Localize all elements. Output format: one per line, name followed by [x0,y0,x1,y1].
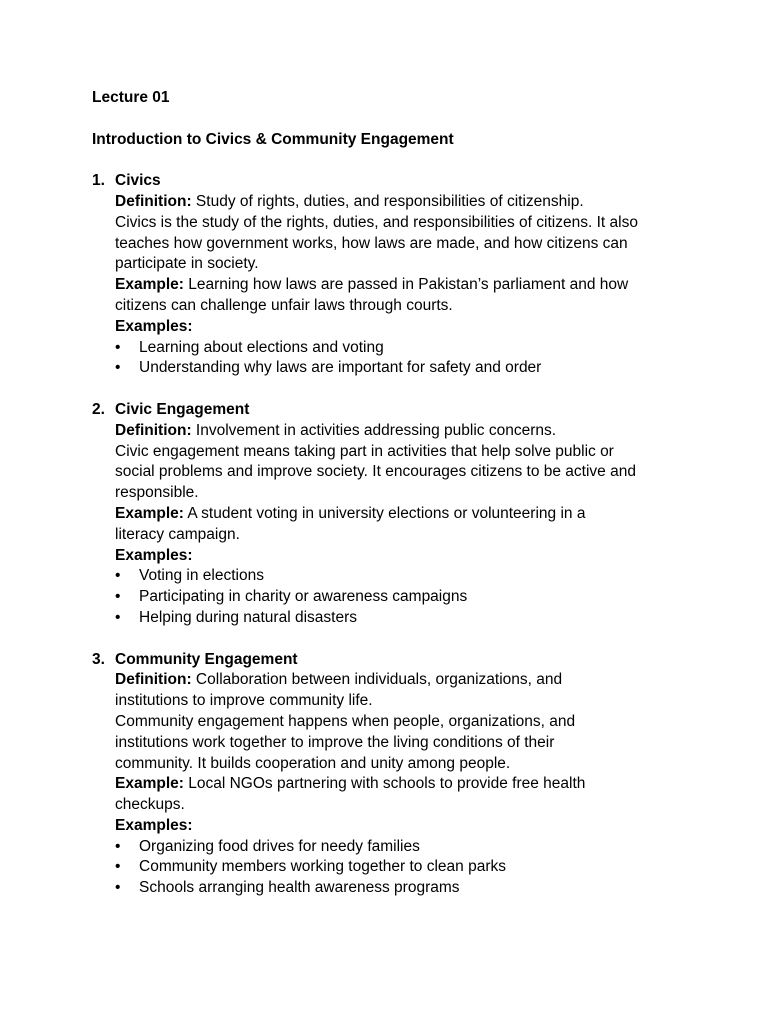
list-item [115,857,692,878]
list-item-text: Organizing food drives for needy families [139,837,420,855]
examples-label: Examples: [115,546,193,564]
bullet-icon: • [115,359,121,377]
body-line: participate in society. [115,255,259,273]
example-line [115,504,692,525]
section-number: 3. [92,650,105,668]
bullet-icon: • [115,837,121,855]
section-civic-engagement [92,400,692,629]
section-content [92,421,692,567]
body-line: institutions work together to improve the living conditions of their [115,733,555,751]
list-item [115,837,692,858]
list-item [115,878,692,899]
examples-list [92,566,692,628]
list-item-text: Community members working together to clean parks [139,858,506,876]
body-line: Civic engagement means taking part in activities that help solve public or [115,442,614,460]
section-number: 2. [92,400,105,418]
list-item-text: Participating in charity or awareness campaigns [139,588,468,606]
body-line: responsible. [115,484,199,502]
section-community-engagement [92,650,692,900]
definition-line: institutions to improve community life. [115,692,373,710]
definition-text: Collaboration between individuals, organizations, and [191,671,563,689]
examples-label: Examples: [115,816,193,834]
list-item [115,608,692,629]
example-line [115,774,692,795]
definition-label: Definition: [115,421,192,439]
definition-label: Definition: [115,671,192,689]
example-label: Example: [115,276,184,294]
example-text: Learning how laws are passed in Pakistan’s parliament and how [183,276,629,294]
section-content [92,670,692,836]
list-item-text: Schools arranging health awareness programs [139,879,460,897]
bullet-icon: • [115,858,121,876]
list-item [115,566,692,587]
definition-text: Study of rights, duties, and responsibilities of citizenship. [191,192,584,210]
bullet-icon: • [115,608,121,626]
section-content [92,192,692,338]
example-line: literacy campaign. [115,525,240,543]
examples-list [92,338,692,380]
example-line: citizens can challenge unfair laws through courts. [115,296,453,314]
bullet-icon: • [115,567,121,585]
example-label: Example: [115,504,184,522]
example-line [115,275,692,296]
list-item-text: Helping during natural disasters [139,608,357,626]
body-line: teaches how government works, how laws are made, and how citizens can [115,234,628,252]
list-item [115,358,692,379]
definition-line [115,421,692,442]
list-item [115,338,692,359]
bullet-icon: • [115,879,121,897]
section-title: Community Engagement [115,650,298,668]
example-line: checkups. [115,796,185,814]
section-number: 1. [92,172,105,190]
spacer [92,629,692,650]
section-heading [92,171,692,192]
list-item-text: Learning about elections and voting [139,338,384,356]
list-item-text: Understanding why laws are important for safety and order [139,359,542,377]
body-line: Civics is the study of the rights, duties, and responsibilities of citizens. It also [115,213,638,231]
bullet-icon: • [115,588,121,606]
list-item [115,587,692,608]
list-item-text: Voting in elections [139,567,264,585]
definition-label: Definition: [115,192,192,210]
spacer [92,109,692,130]
example-text: Local NGOs partnering with schools to provide free health [183,775,586,793]
spacer [92,150,692,171]
example-label: Example: [115,775,184,793]
section-heading [92,650,692,671]
lecture-label: Lecture 01 [92,89,170,106]
section-title: Civics [115,172,161,190]
bullet-icon: • [115,338,121,356]
definition-line [115,670,692,691]
body-line: community. It builds cooperation and unity among people. [115,754,511,772]
definition-line [115,192,692,213]
examples-label: Examples: [115,317,193,335]
body-line: Community engagement happens when people, organizations, and [115,712,576,730]
spacer [92,379,692,400]
examples-list [92,837,692,899]
body-line: social problems and improve society. It encourages citizens to be active and [115,463,636,481]
example-text: A student voting in university elections or volunteering in a [183,504,586,522]
document-title: Introduction to Civics & Community Engagement [92,130,454,148]
section-title: Civic Engagement [115,400,250,418]
definition-text: Involvement in activities addressing public concerns. [191,421,557,439]
section-civics [92,171,692,379]
document-body [92,88,692,899]
section-heading [92,400,692,421]
